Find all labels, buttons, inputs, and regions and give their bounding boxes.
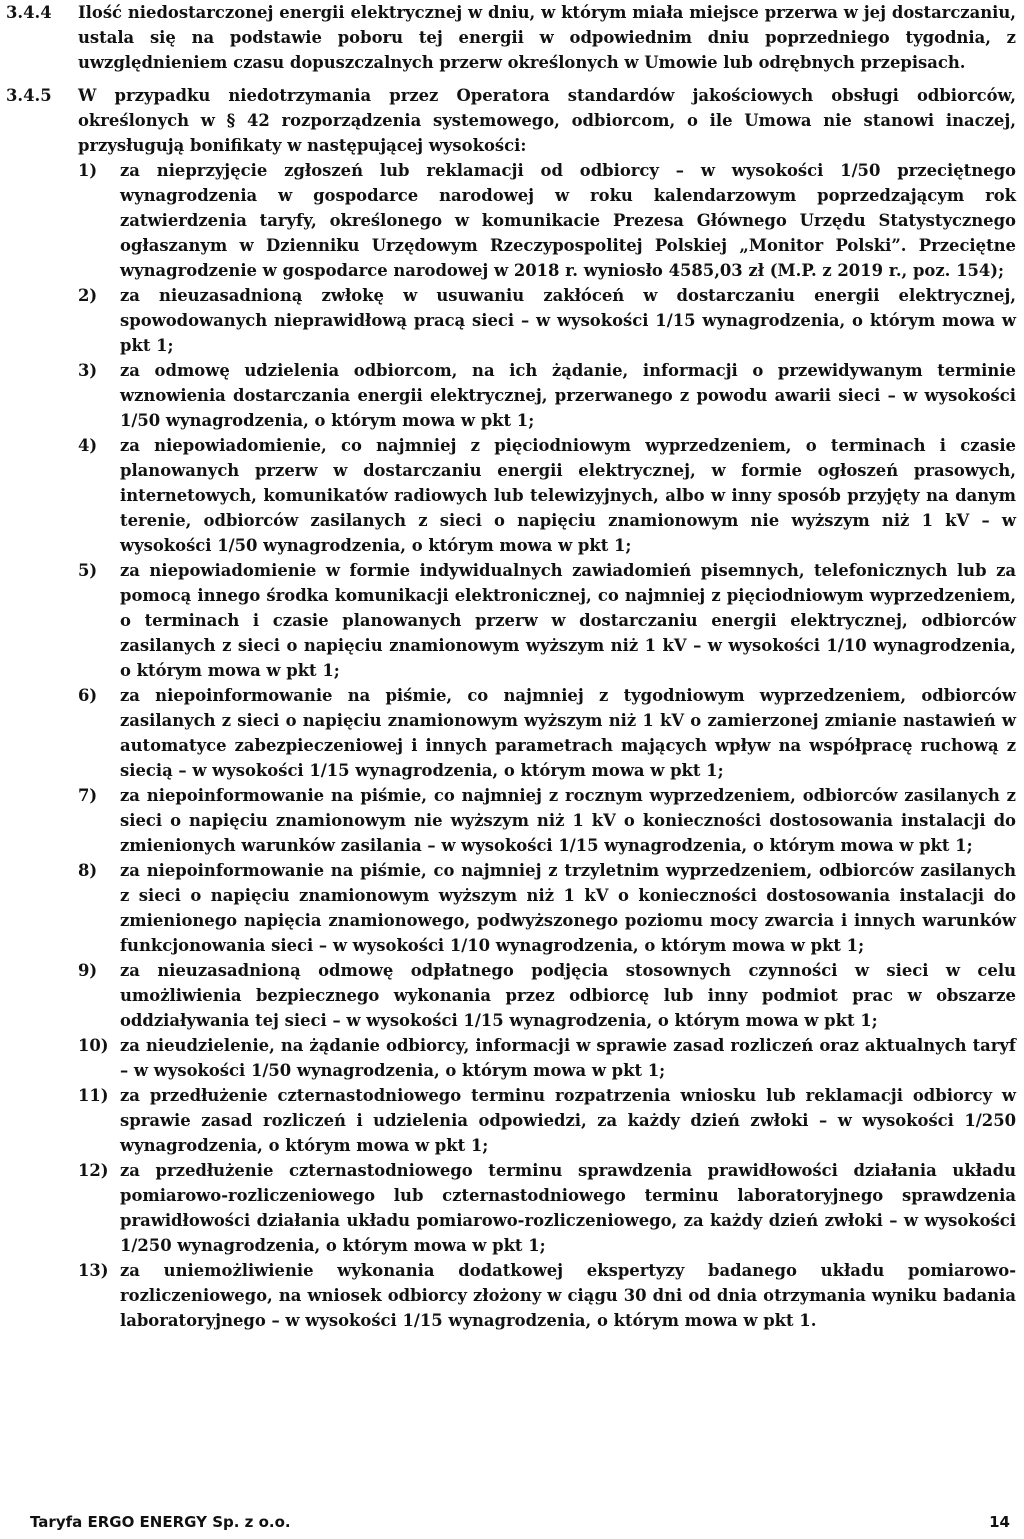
list-item-number: 3) <box>78 361 98 380</box>
section-number: 3.4.5 <box>6 86 52 105</box>
list-item-text: za niepoinformowanie na piśmie, co najmniej z rocznym wyprzedzeniem, odbiorców zasilanych z sieci o napięciu znamionowym nie wyższym niż 1 kV o konieczności dostosowania instalacji do zmienionych warunków zasilania – w wysokości 1/15 wynagrodzenia, o którym mowa w pkt 1; <box>120 786 1016 855</box>
list-item-number: 5) <box>78 561 98 580</box>
list-item-text: za niepoinformowanie na piśmie, co najmniej z tygodniowym wyprzedzeniem, odbiorców zasilanych z sieci o napięciu znamionowym wyższym niż 1 kV o zamierzonej zmianie nastawień w automatyce zabezpieczeniowej i innych parametrach mających wpływ na współpracę ruchową z siecią – w wysokości 1/15 wynagrodzenia, o którym mowa w pkt 1; <box>120 686 1016 780</box>
list-item <box>78 358 1016 433</box>
list-item-text: za odmowę udzielenia odbiorcom, na ich żądanie, informacji o przewidywanym terminie wznowienia dostarczania energii elektrycznej, przerwanego z powodu awarii sieci – w wysokości 1/50 wynagrodzenia, o którym mowa w pkt 1; <box>120 361 1016 430</box>
list-item <box>78 958 1016 1033</box>
list-item-text: za nieprzyjęcie zgłoszeń lub reklamacji od odbiorcy – w wysokości 1/50 przeciętnego wynagrodzenia w gospodarce narodowej w roku kalendarzowym poprzedzającym rok zatwierdzenia taryfy, określonego w komunikacie Prezesa Głównego Urzędu Statystycznego ogłaszanym w Dzienniku Urzędowym Rzeczypospolitej Polskiej „Monitor Polski”. Przeciętne wynagrodzenie w gospodarce narodowej w 2018 r. wyniosło 4585,03 zł (M.P. z 2019 r., poz. 154); <box>120 161 1016 280</box>
list-item-text: za przedłużenie czternastodniowego terminu rozpatrzenia wniosku lub reklamacji odbiorcy w sprawie zasad rozliczeń i udzielenia odpowiedzi, za każdy dzień zwłoki – w wysokości 1/250 wynagrodzenia, o którym mowa w pkt 1; <box>120 1086 1016 1155</box>
section-body <box>78 83 1016 1333</box>
section-intro: W przypadku niedotrzymania przez Operatora standardów jakościowych obsługi odbiorców, określonych w § 42 rozporządzenia systemowego, odbiorcom, o ile Umowa nie stanowi inaczej, przysługują bonifikaty w następującej wysokości: <box>78 86 1016 155</box>
page-number: 14 <box>989 1513 1010 1531</box>
section-body <box>78 0 1016 75</box>
bonus-list <box>78 158 1016 1333</box>
list-item <box>78 1258 1016 1333</box>
list-item-number: 12) <box>78 1161 109 1180</box>
footer-title: Taryfa ERGO ENERGY Sp. z o.o. <box>30 1513 291 1531</box>
list-item-text: za niepowiadomienie, co najmniej z pięciodniowym wyprzedzeniem, o terminach i czasie planowanych przerw w dostarczaniu energii elektrycznej, w formie ogłoszeń prasowych, internetowych, komunikatów radiowych lub telewizyjnych, albo w inny sposób przyjęty na danym terenie, odbiorców zasilanych z sieci o napięciu znamionowym nie wyższym niż 1 kV – w wysokości 1/50 wynagrodzenia, o którym mowa w pkt 1; <box>120 436 1016 555</box>
section-number: 3.4.4 <box>6 3 52 22</box>
list-item-text: za niepoinformowanie na piśmie, co najmniej z trzyletnim wyprzedzeniem, odbiorców zasilanych z sieci o napięciu znamionowym wyższym niż 1 kV o konieczności dostosowania instalacji do zmienionego napięcia znamionowego, podwyższonego poziomu mocy zwarcia i innych warunków funkcjonowania sieci – w wysokości 1/10 wynagrodzenia, o którym mowa w pkt 1; <box>120 861 1016 955</box>
list-item-text: za niepowiadomienie w formie indywidualnych zawiadomień pisemnych, telefonicznych lub za pomocą innego środka komunikacji elektronicznej, co najmniej z pięciodniowym wyprzedzeniem, o terminach i czasie planowanych przerw w dostarczaniu energii elektrycznej, odbiorców zasilanych z sieci o napięciu znamionowym wyższym niż 1 kV – w wysokości 1/10 wynagrodzenia, o którym mowa w pkt 1; <box>120 561 1016 680</box>
list-item <box>78 283 1016 358</box>
section-paragraph: Ilość niedostarczonej energii elektrycznej w dniu, w którym miała miejsce przerwa w jej dostarczaniu, ustala się na podstawie poboru tej energii w odpowiednim dniu poprzedniego tygodnia, z uwzględnieniem czasu dopuszczalnych przerw określonych w Umowie lub odrębnych przepisach. <box>78 3 1016 72</box>
list-item <box>78 1033 1016 1083</box>
list-item <box>78 558 1016 683</box>
list-item-number: 7) <box>78 786 98 805</box>
page-footer <box>30 1512 1010 1532</box>
section-3-4-5 <box>6 83 1016 1333</box>
list-item-number: 4) <box>78 436 98 455</box>
list-item <box>78 1083 1016 1158</box>
list-item-text: za nieudzielenie, na żądanie odbiorcy, informacji w sprawie zasad rozliczeń oraz aktualnych taryf – w wysokości 1/50 wynagrodzenia, o którym mowa w pkt 1; <box>120 1036 1016 1080</box>
list-item <box>78 158 1016 283</box>
list-item-text: za przedłużenie czternastodniowego terminu sprawdzenia prawidłowości działania układu pomiarowo-rozliczeniowego lub czternastodniowego terminu laboratoryjnego sprawdzenia prawidłowości działania układu pomiarowo-rozliczeniowego, za każdy dzień zwłoki – w wysokości 1/250 wynagrodzenia, o którym mowa w pkt 1; <box>120 1161 1016 1255</box>
list-item-text: za uniemożliwienie wykonania dodatkowej ekspertyzy badanego układu pomiarowo-rozliczeniowego, na wniosek odbiorcy złożony w ciągu 30 dni od dnia otrzymania wyniku badania laboratoryjnego – w wysokości 1/15 wynagrodzenia, o którym mowa w pkt 1. <box>120 1261 1016 1330</box>
list-item-number: 13) <box>78 1261 109 1280</box>
list-item-number: 10) <box>78 1036 109 1055</box>
list-item <box>78 858 1016 958</box>
list-item <box>78 783 1016 858</box>
list-item-number: 9) <box>78 961 98 980</box>
list-item-text: za nieuzasadnioną zwłokę w usuwaniu zakłóceń w dostarczaniu energii elektrycznej, spowodowanych nieprawidłową pracą sieci – w wysokości 1/15 wynagrodzenia, o którym mowa w pkt 1; <box>120 286 1016 355</box>
list-item <box>78 683 1016 783</box>
list-item-number: 6) <box>78 686 98 705</box>
list-item <box>78 1158 1016 1258</box>
list-item-number: 8) <box>78 861 98 880</box>
list-item-number: 11) <box>78 1086 109 1105</box>
list-item-text: za nieuzasadnioną odmowę odpłatnego podjęcia stosownych czynności w sieci w celu umożliwienia bezpiecznego wykonania przez odbiorcę lub inny podmiot prac w obszarze oddziaływania tej sieci – w wysokości 1/15 wynagrodzenia, o którym mowa w pkt 1; <box>120 961 1016 1030</box>
section-3-4-4 <box>6 0 1016 75</box>
list-item-number: 1) <box>78 161 98 180</box>
list-item-number: 2) <box>78 286 98 305</box>
document-page <box>6 0 1016 1333</box>
list-item <box>78 433 1016 558</box>
